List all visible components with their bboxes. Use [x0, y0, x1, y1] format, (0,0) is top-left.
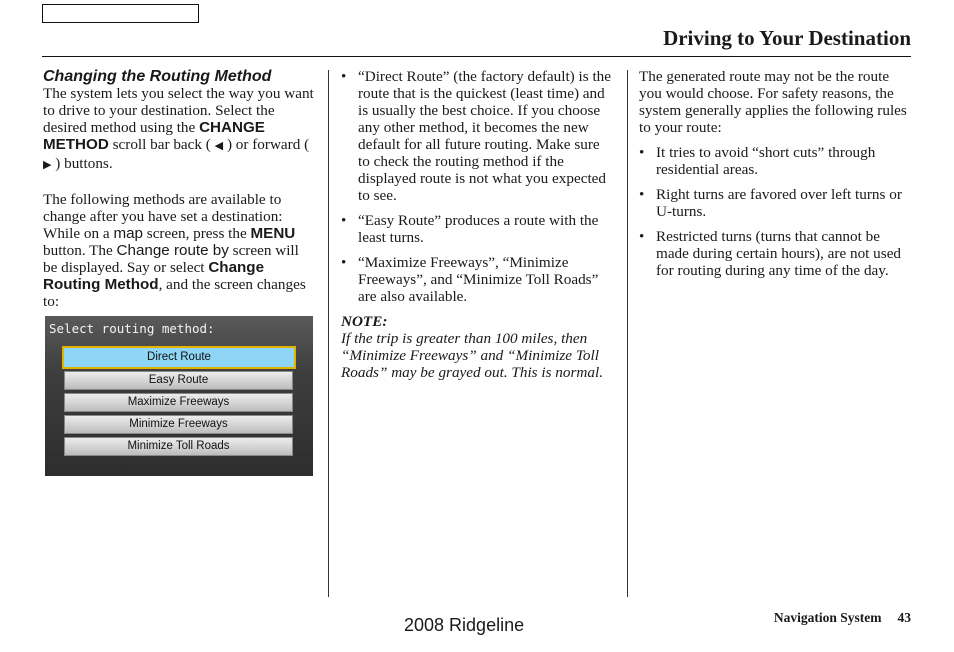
list-item: • It tries to avoid “short cuts” through residential areas. — [639, 144, 876, 178]
back-arrow-icon: ◀ — [214, 140, 224, 152]
page-title: Driving to Your Destination — [663, 26, 911, 50]
header-rule — [42, 56, 911, 57]
section-heading: Changing the Routing Method — [43, 68, 272, 85]
list-item-text: Right turns are favored over left turns or U-turns. — [656, 186, 902, 220]
option-maximize-freeways[interactable]: Maximize Freeways — [64, 393, 293, 412]
paragraph-1 — [43, 85, 315, 174]
p1-text: ) buttons. — [55, 155, 113, 172]
option-direct-route[interactable]: Direct Route — [62, 346, 296, 369]
forward-arrow-icon: ▶ — [43, 159, 52, 171]
option-easy-route[interactable]: Easy Route — [64, 371, 293, 390]
p1-text: ) or forward ( — [226, 136, 310, 153]
column-divider-2 — [627, 70, 628, 597]
rules-list — [639, 144, 911, 279]
list-item-text: It tries to avoid “short cuts” through residential areas. — [656, 144, 876, 178]
map-label: map — [113, 225, 143, 242]
option-minimize-toll-roads[interactable]: Minimize Toll Roads — [64, 437, 293, 456]
page-number: 43 — [897, 610, 911, 625]
change-routing-method-label: Change Routing Method — [43, 259, 265, 293]
column-1 — [43, 68, 315, 310]
footer-section — [774, 610, 911, 626]
p1-text: The system lets you select the way you want to drive to your destination. Select the desired method using the — [43, 85, 314, 136]
p2-text: screen, press the — [142, 225, 251, 242]
paragraph-2 — [43, 191, 315, 310]
change-method-label: CHANGE METHOD — [43, 119, 265, 153]
model-label: 2008 Ridgeline — [404, 615, 525, 635]
p1-text: scroll bar back ( — [108, 136, 211, 153]
option-minimize-freeways[interactable]: Minimize Freeways — [64, 415, 293, 434]
list-item-text: “Direct Route” (the factory default) is the route that is the quickest (least time) and is usually the best choice. If you choose any other method, it becomes the new default for all future routing. Make sure to check the routing method if the displayed route is not what you expected to see. — [358, 68, 612, 204]
list-item: • “Maximize Freeways”, “Minimize Freeways”, and “Minimize Toll Roads” are also available. — [341, 254, 599, 305]
rules-intro: The generated route may not be the route you would choose. For safety reasons, the system generally applies the following rules to your route: — [639, 68, 907, 136]
note-heading: NOTE: — [341, 313, 388, 330]
section-name: Navigation System — [773, 610, 882, 625]
p2-text: , and the screen changes to: — [43, 276, 306, 310]
list-item-text: Restricted turns (turns that cannot be made during certain hours), are not used for routing during any time of the day. — [656, 228, 902, 279]
header-tab-box — [42, 4, 199, 23]
list-item-text: “Easy Route” produces a route with the least turns. — [358, 212, 599, 246]
route-options-list — [341, 68, 613, 305]
p2-text: screen will be displayed. Say or select — [43, 242, 299, 276]
list-item-text: “Maximize Freeways”, “Minimize Freeways”, and “Minimize Toll Roads” are also available. — [358, 254, 599, 305]
routing-method-screen — [45, 316, 313, 476]
column-divider-1 — [328, 70, 329, 597]
note-text: If the trip is greater than 100 miles, then “Minimize Freeways” and “Minimize Toll Roads” may be grayed out. This is normal. — [341, 330, 603, 381]
menu-label: MENU — [250, 225, 296, 242]
p2-text: button. The — [43, 242, 117, 259]
list-item: • “Direct Route” (the factory default) is the route that is the quickest (least time) and is usually the best choice. If you choose any other method, it becomes the new default for all future routing. Make sure to check the routing method if the displayed route is not what you expected to see. — [341, 68, 612, 204]
p2-text: The following methods are available to change after you have set a destination: While on a — [43, 191, 283, 242]
column-3 — [639, 68, 911, 287]
change-route-by-label: Change route by — [116, 242, 229, 259]
column-2 — [341, 68, 613, 381]
list-item: • “Easy Route” produces a route with the least turns. — [341, 212, 599, 246]
screen-title: Select routing method: — [49, 321, 215, 336]
list-item: • Restricted turns (turns that cannot be made during certain hours), are not used for routing during any time of the day. — [639, 228, 902, 279]
list-item: • Right turns are favored over left turns or U-turns. — [639, 186, 902, 220]
